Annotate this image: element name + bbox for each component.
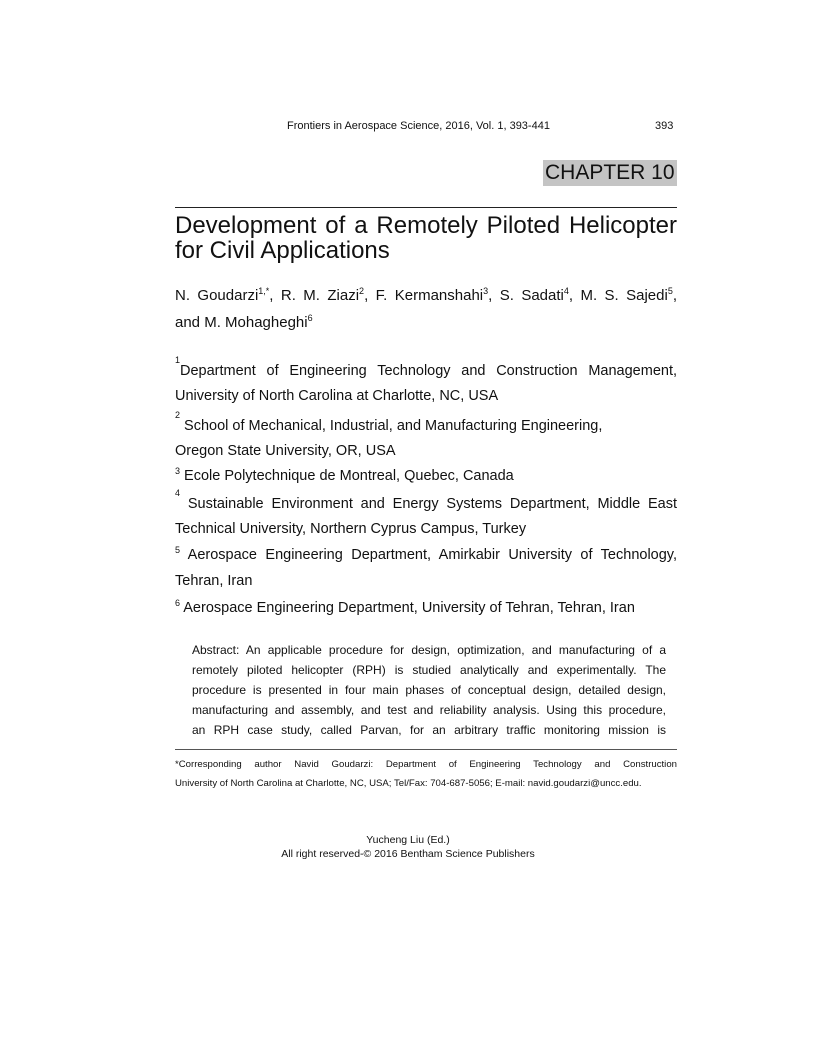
authors-line-1: N. Goudarzi$^{1,*}$, R. M. Ziazi$^2$, F. Kermanshahi$^3$, S. Sadati$^4$, M. S. Sajedi$^5$,: [175, 286, 678, 304]
affiliation-4: $^4$ Sustainable Environment and Energy Systems Department, Middle East: [175, 488, 678, 512]
title-line-1: Development of a Remotely Piloted Helicopter: [175, 212, 677, 239]
footnote-line-2: University of North Carolina at Charlotte, NC, USA; Tel/Fax: 704-687-5056; E-mail: navid.goudarzi@uncc.edu.: [175, 778, 642, 789]
editor-credit: Yucheng Liu (Ed.): [366, 834, 450, 846]
title-rule: [175, 207, 677, 208]
affiliation-5: $^5$ Aerospace Engineering Department, Amirkabir University of Technology,: [175, 545, 677, 563]
abstract-line: Abstract: An applicable procedure for design, optimization, and manufacturing of a: [192, 643, 666, 657]
affiliation-6: $^6$ Aerospace Engineering Department, University of Tehran, Tehran, Iran: [175, 598, 635, 616]
chapter-label: CHAPTER 10: [545, 161, 675, 184]
abstract-line: an RPH case study, called Parvan, for an arbitrary traffic monitoring mission is: [192, 723, 666, 737]
authors-line-2: and M. Mohagheghi$^6$: [175, 313, 313, 331]
affiliation-2: $^2$ School of Mechanical, Industrial, and Manufacturing Engineering,: [175, 410, 603, 434]
abstract-line: manufacturing and assembly, and test and reliability analysis. Using this procedure,: [192, 703, 666, 717]
footnote-rule: [175, 749, 677, 750]
abstract-line: remotely piloted helicopter (RPH) is studied analytically and experimentally. The: [192, 663, 666, 677]
affiliation-3: $^3$ Ecole Polytechnique de Montreal, Quebec, Canada: [175, 466, 514, 484]
affiliation-5-cont: Tehran, Iran: [175, 573, 253, 589]
running-header: Frontiers in Aerospace Science, 2016, Vol. 1, 393-441: [287, 120, 550, 132]
affiliation-1: $^1$Department of Engineering Technology and Construction Management,: [175, 355, 677, 379]
footnote-line-1: *Corresponding author Navid Goudarzi: Department of Engineering Technology and Construction: [175, 759, 677, 770]
page-number: 393: [655, 120, 674, 132]
copyright-notice: All right reserved-© 2016 Bentham Science Publishers: [281, 848, 535, 860]
abstract-line: procedure is presented in four main phases of conceptual design, detailed design,: [192, 683, 666, 697]
affiliation-1-cont: University of North Carolina at Charlotte, NC, USA: [175, 388, 499, 404]
affiliation-2-cont: Oregon State University, OR, USA: [175, 443, 396, 459]
title-line-2: for Civil Applications: [175, 237, 390, 264]
affiliation-4-cont: Technical University, Northern Cyprus Campus, Turkey: [175, 521, 527, 537]
